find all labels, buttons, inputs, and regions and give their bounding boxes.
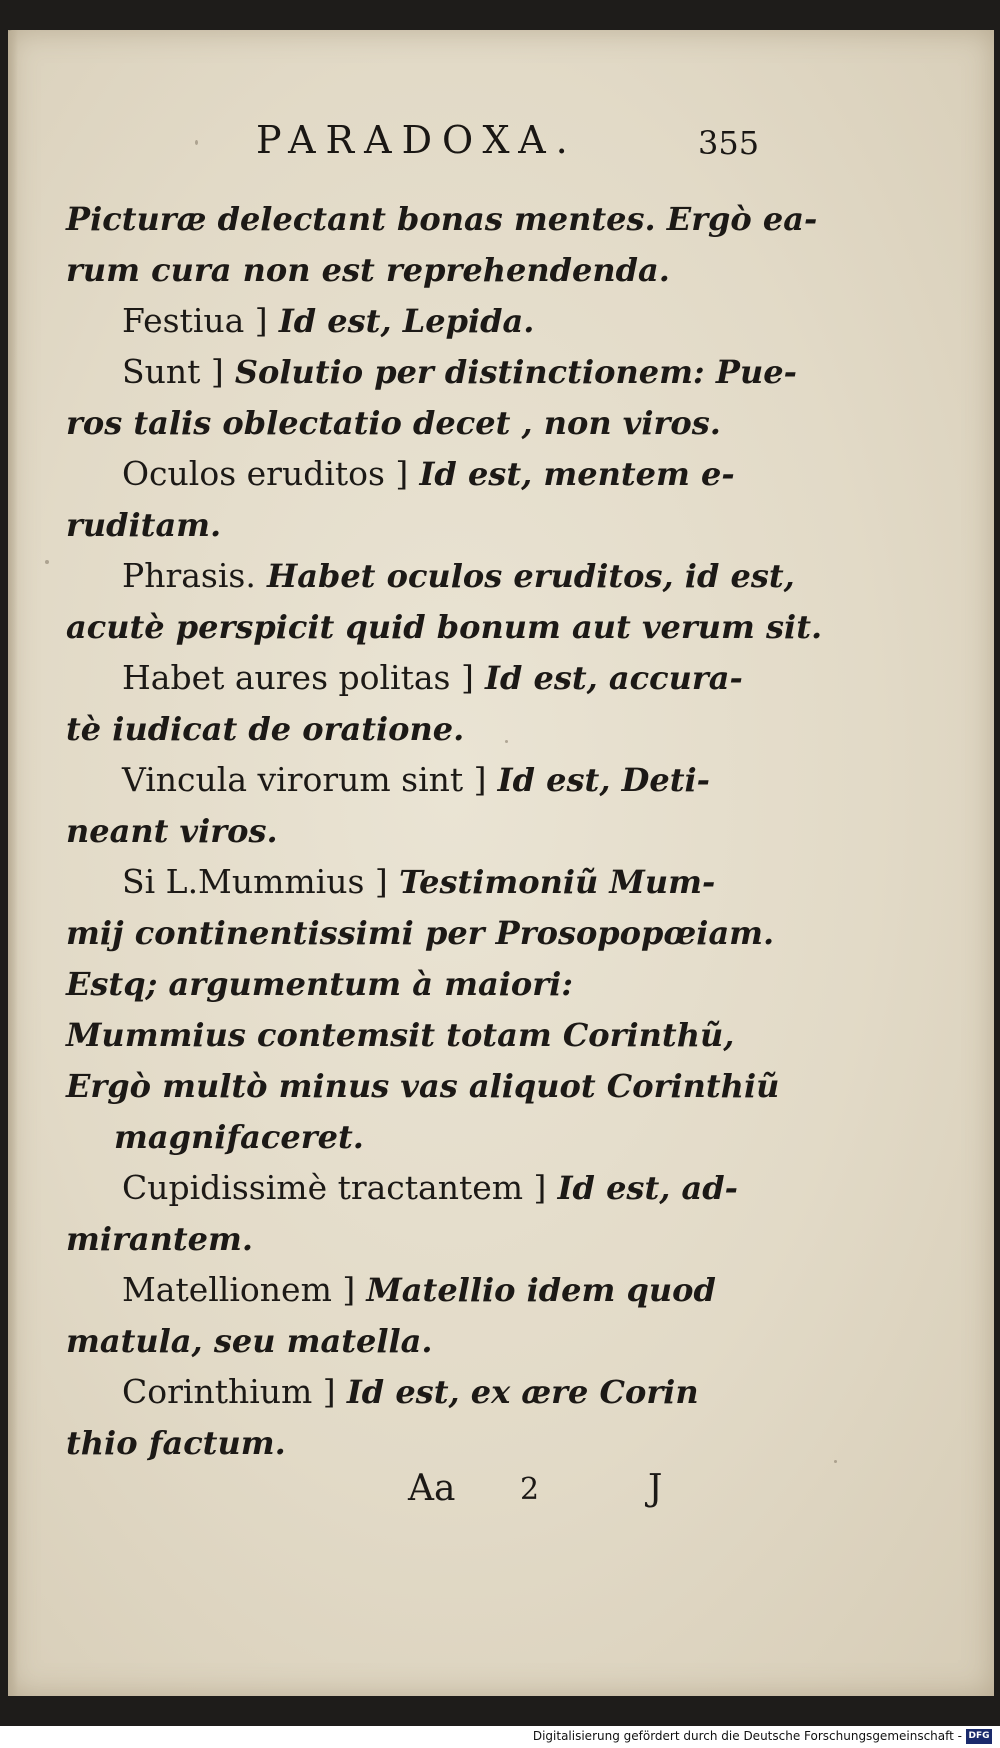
lemma-text: Phrasis.	[122, 556, 256, 595]
text-line	[122, 1267, 716, 1313]
gloss-text: acutè perspicit quid bonum aut verum sit.	[66, 608, 823, 646]
text-line	[122, 859, 715, 905]
gloss-text: Matellio idem quod	[355, 1271, 716, 1309]
signature-mark: Aa	[408, 1468, 456, 1509]
gloss-text: Id est, ad-	[546, 1169, 738, 1207]
text-line	[66, 1318, 433, 1364]
lemma-text: Matellionem ]	[122, 1270, 356, 1309]
text-line	[122, 553, 795, 599]
digitization-footer	[0, 1726, 1000, 1748]
gloss-text: Picturæ delectant bonas mentes. Ergò ea-	[66, 200, 818, 238]
catchword: J	[648, 1468, 663, 1509]
gloss-text: Id est, accura-	[473, 659, 743, 697]
running-head	[0, 118, 1000, 168]
text-line	[66, 910, 774, 956]
lemma-text: Corinthium ]	[122, 1372, 336, 1411]
page-number: 355	[698, 124, 760, 162]
lemma-text: Vincula virorum sint ]	[122, 760, 487, 799]
gloss-text: Testimoniũ Mum-	[387, 863, 716, 901]
text-line	[66, 400, 721, 446]
running-head-title: PARADOXA.	[256, 118, 578, 162]
text-line	[66, 196, 817, 242]
gloss-text: thio factum.	[66, 1424, 286, 1462]
gloss-text: Habet oculos eruditos, id est,	[255, 557, 795, 595]
gloss-text: ruditam.	[66, 506, 222, 544]
text-line	[122, 298, 534, 344]
lemma-text: Cupidissimè tractantem ]	[122, 1168, 547, 1207]
dfg-logo-icon: DFG	[966, 1729, 992, 1744]
gloss-text: Id est, Lepida.	[267, 302, 535, 340]
footer-credit: Digitalisierung gefördert durch die Deutsche Forschungsgemeinschaft -	[532, 1729, 962, 1743]
gloss-text: rum cura non est reprehendenda.	[66, 251, 670, 289]
lemma-text: Festiua ]	[122, 301, 268, 340]
text-line	[114, 1114, 364, 1160]
text-line	[66, 1063, 779, 1109]
text-line	[122, 349, 797, 395]
gloss-text: Estq; argumentum à maiori:	[66, 965, 574, 1003]
page-edge-shadow	[8, 30, 18, 1696]
text-line	[66, 808, 278, 854]
lemma-text: Oculos eruditos ]	[122, 454, 409, 493]
text-line	[66, 961, 573, 1007]
gloss-text: Id est, ex ære Corin	[335, 1373, 699, 1411]
gloss-text: mirantem.	[66, 1220, 254, 1258]
text-line	[122, 1165, 738, 1211]
signature-number: 2	[520, 1472, 540, 1507]
paper-speck	[505, 740, 508, 743]
text-line	[122, 1369, 699, 1415]
text-line	[122, 655, 743, 701]
text-line	[66, 604, 822, 650]
text-line	[66, 247, 670, 293]
text-line	[66, 502, 221, 548]
text-line	[66, 1012, 734, 1058]
gloss-text: Id est, Deti-	[486, 761, 710, 799]
gloss-text: matula, seu matella.	[66, 1322, 433, 1360]
paper-speck	[45, 560, 49, 564]
gloss-text: mij continentissimi per Prosopopœiam.	[66, 914, 775, 952]
text-line	[122, 451, 735, 497]
gloss-text: Solutio per distinctionem: Pue-	[223, 353, 797, 391]
text-line	[122, 757, 710, 803]
gloss-text: ros talis oblectatio decet , non viros.	[66, 404, 721, 442]
lemma-text: Sunt ]	[122, 352, 224, 391]
text-line	[66, 1216, 253, 1262]
gloss-text: magnifaceret.	[114, 1118, 364, 1156]
paper-speck	[834, 1460, 837, 1463]
gloss-text: Ergò multò minus vas aliquot Corinthiũ	[66, 1067, 780, 1105]
gloss-text: tè iudicat de oratione.	[66, 710, 465, 748]
text-line	[66, 706, 464, 752]
gloss-text: neant viros.	[66, 812, 278, 850]
gloss-text: Mummius contemsit totam Corinthũ,	[66, 1016, 735, 1054]
lemma-text: Si L.Mummius ]	[122, 862, 388, 901]
lemma-text: Habet aures politas ]	[122, 658, 474, 697]
text-line	[66, 1420, 286, 1466]
gloss-text: Id est, mentem e-	[408, 455, 735, 493]
